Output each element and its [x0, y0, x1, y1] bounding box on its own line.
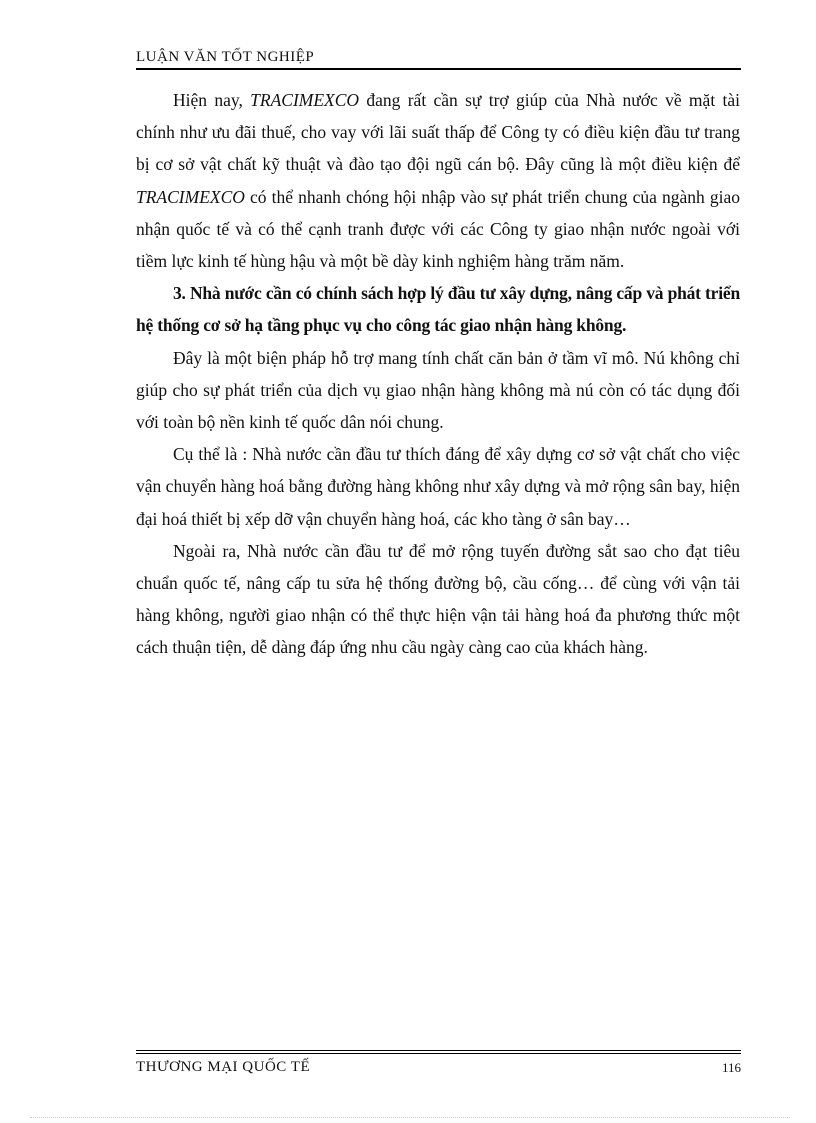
paragraph-1-text-c: có thể nhanh chóng hội nhập vào sự phát triển chung của ngành giao nhận quốc tế và có thể cạnh tranh được với các Công ty giao nhận nước ngoài với tiềm lực kinh tế hùng hậu và một bề dày kinh nghiệm hàng trăm năm.: [136, 186, 740, 272]
footer-title: THƯƠNG MẠI QUỐC TẾ: [136, 1059, 311, 1075]
paragraph-1-text-a: Hiện nay,: [173, 90, 251, 110]
page-content: [136, 84, 740, 664]
paragraph-3: Cụ thể là : Nhà nước cần đầu tư thích đáng để xây dựng cơ sở vật chất cho việc vận chuyển hàng hoá bằng đường hàng không như xây dựng và mở rộng sân bay, hiện đại hoá thiết bị xếp dỡ vận chuyển hàng hoá, các kho tàng ở sân bay…: [136, 444, 740, 529]
header-title: LUẬN VĂN TỐT NGHIỆP: [136, 49, 315, 65]
paragraph-1: [136, 84, 740, 277]
bottom-dotted-rule: [30, 1117, 790, 1118]
paragraph-1-text-b: đang rất cần sự trợ giúp của Nhà nước về mặt tài chính như ưu đãi thuế, cho vay với lãi suất thấp để Công ty có điều kiện đầu tư trang bị cơ sở vật chất kỹ thuật và đào tạo đội ngũ cán bộ. Đây cũng là một điều kiện để: [136, 90, 740, 175]
section-heading: 3. Nhà nước cần có chính sách hợp lý đầu tư xây dựng, nâng cấp và phát triển hệ thống cơ sở hạ tầng phục vụ cho công tác giao nhận hàng không.: [136, 283, 740, 336]
page-header: [136, 48, 741, 66]
paragraph-2: Đây là một biện pháp hỗ trợ mang tính chất căn bản ở tầm vĩ mô. Nú không chỉ giúp cho sự phát triển của dịch vụ giao nhận hàng không mà nú còn có tác dụng đối với toàn bộ nền kinh tế quốc dân nói chung.: [136, 347, 740, 433]
paragraph-4: Ngoài ra, Nhà nước cần đầu tư để mở rộng tuyến đường sắt sao cho đạt tiêu chuẩn quốc tế, nâng cấp tu sửa hệ thống đường bộ, cầu cống… để cùng với vận tải hàng không, người giao nhận có thể thực hiện vận tải hàng hoá đa phương thức một cách thuận tiện, dễ dàng đáp ứng nhu cầu ngày càng cao của khách hàng.: [136, 540, 740, 658]
page-number: 116: [721, 1060, 741, 1075]
company-name: TRACIMEXCO: [136, 186, 245, 207]
footer-rule: [136, 1050, 741, 1051]
footer-rule: [136, 1053, 741, 1054]
company-name: TRACIMEXCO: [250, 90, 360, 110]
header-rule: [136, 68, 741, 70]
